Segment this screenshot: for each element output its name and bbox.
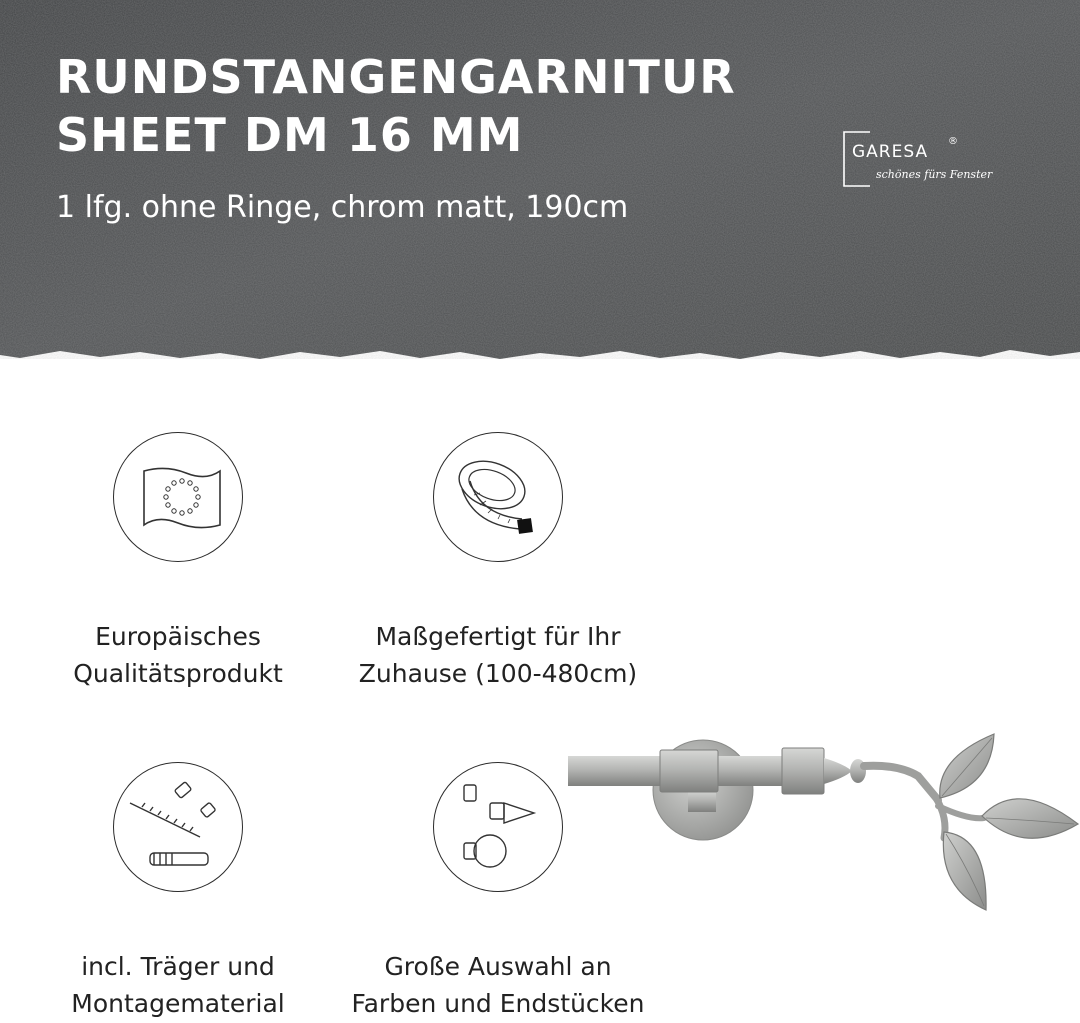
brand-name: GARESA bbox=[852, 142, 929, 162]
brand-logo bbox=[840, 128, 1000, 190]
brand-tagline: schönes fürs Fenster bbox=[876, 168, 993, 181]
feature-caption-line-1: Große Auswahl an bbox=[384, 952, 612, 981]
feature-mounting-material bbox=[28, 762, 328, 1018]
feature-icon-circle bbox=[433, 432, 563, 562]
page-title bbox=[56, 48, 736, 164]
header-banner bbox=[0, 0, 1080, 370]
feature-caption-line-2: Qualitätsprodukt bbox=[73, 659, 283, 688]
finials-icon bbox=[434, 763, 562, 891]
feature-caption bbox=[28, 948, 328, 1022]
feature-icon-circle bbox=[113, 432, 243, 562]
feature-caption-line-2: Zuhause (100-480cm) bbox=[358, 659, 638, 688]
feature-caption bbox=[348, 948, 648, 1022]
brand-registered-mark: ® bbox=[948, 136, 958, 147]
feature-quality bbox=[28, 432, 328, 688]
feature-caption-line-1: Europäisches bbox=[95, 622, 261, 651]
product-image bbox=[568, 728, 1080, 922]
curtain-rod-leaf-finial-icon bbox=[568, 728, 1080, 918]
measuring-tape-icon bbox=[434, 433, 562, 561]
feature-caption bbox=[348, 618, 648, 692]
feature-caption-line-2: Montagematerial bbox=[71, 989, 285, 1018]
feature-caption-line-1: incl. Träger und bbox=[81, 952, 275, 981]
feature-icon-circle bbox=[113, 762, 243, 892]
page-subtitle: 1 lfg. ohne Ringe, chrom matt, 190cm bbox=[56, 190, 629, 225]
feature-custom-size bbox=[348, 432, 648, 688]
feature-caption-line-2: Farben und Endstücken bbox=[351, 989, 645, 1018]
feature-caption bbox=[28, 618, 328, 692]
eu-flag-icon bbox=[114, 433, 242, 561]
feature-caption-line-1: Maßgefertigt für Ihr bbox=[375, 622, 621, 651]
title-line-2: SHEET DM 16 MM bbox=[56, 108, 524, 162]
feature-icon-circle bbox=[433, 762, 563, 892]
title-line-1: RUNDSTANGENGARNITUR bbox=[56, 50, 736, 104]
screws-dowels-icon bbox=[114, 763, 242, 891]
